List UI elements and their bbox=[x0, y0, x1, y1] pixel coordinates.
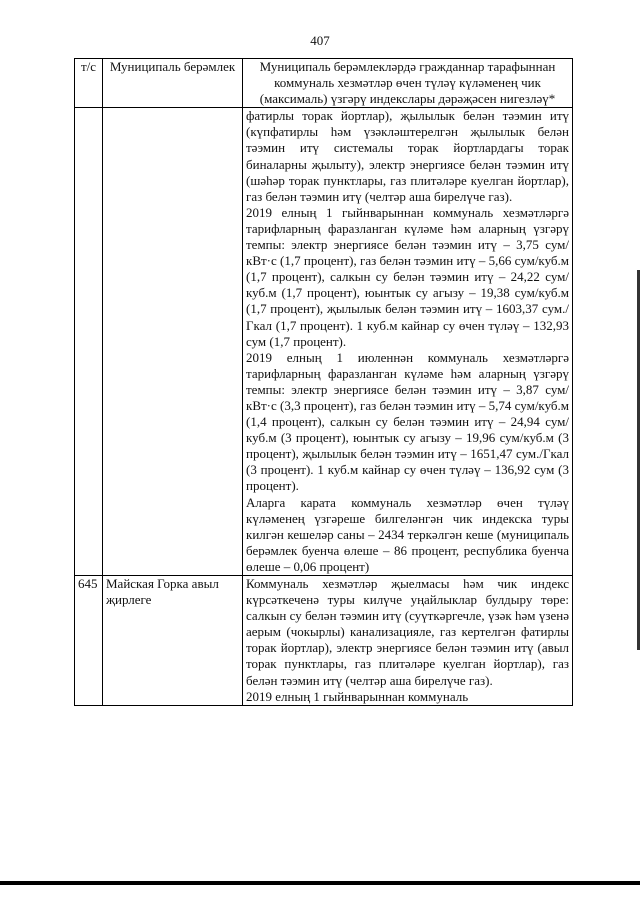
scan-bottom-border bbox=[0, 881, 640, 885]
header-municipality: Муниципаль берәмлек bbox=[103, 59, 243, 108]
cell-basis-continuation bbox=[243, 108, 573, 576]
basis-paragraph: фатирлы торак йортлар), җылылык белән тәэмин итү (күпфатирлы һәм үзәкләштерелгән җылылык белән тәэмин итү системалы торак йортлардагы торак биналарны җылыту), электр энергиясе белән тәэмин итү (шәһәр торак пунктлары, газ плитәләре куелган йортлар), газ белән тәэмин итү (челтәр аша бирелүче газ). bbox=[246, 108, 569, 204]
basis-paragraph: 2019 елның 1 гыйнварыннан коммуналь bbox=[246, 688, 469, 704]
cell-municipality: Майская Горка авыл җирлеге bbox=[103, 576, 243, 706]
basis-paragraph: Аларга карата коммуналь хезмәтләр өчен түләү күләменең үзгәреше билгеләнгән чик индекска туры килгән кешеләр саны – 2434 теркәлгән кеше (муниципаль берәмлек буенча өлеше – 86 процент, республика буенча өлеше – 0,06 процент) bbox=[246, 494, 569, 574]
header-num: т/с bbox=[75, 59, 103, 108]
basis-paragraph: 2019 елның 1 гыйнварыннан коммуналь хезмәтләргә тарифларның фаразланган күләме һәм аларның үзгәрү темпы: электр энергиясе белән тәэмин итү – 3,75 сум/кВт·с (1,7 процент), газ белән тәэмин итү – 5,66 сум/куб.м (1,7 процент), салкын су белән тәэмин итү – 24,22 сум/куб.м (1,7 процент), юынтык су агызу – 19,38 сум/куб.м (1,7 процент), җылылык белән тәэмин итү – 1603,37 сум./Гкал (1,7 процент). 1 куб.м кайнар су өчен түләү – 132,93 сум (1,7 процент). bbox=[246, 204, 569, 349]
tariff-index-table bbox=[74, 58, 573, 706]
cell-basis bbox=[243, 576, 573, 706]
basis-paragraph: 2019 елның 1 июленнән коммуналь хезмәтләргә тарифларның фаразланган күләме һәм аларның үзгәрү темпы: электр энергиясе белән тәэмин итү – 3,87 сум/кВт·с (3,3 процент), газ белән тәэмин итү – 5,74 сум/куб.м (1,4 процент), салкын су белән тәэмин итү – 24,94 сум/куб.м (3 процент), юынтык су агызу – 19,96 сум/куб.м (3 процент), җылылык белән тәэмин итү – 1651,47 сум./Гкал (3 процент). 1 куб.м кайнар су өчен түләү – 136,92 сум (3 процент). bbox=[246, 349, 569, 494]
cell-num: 645 bbox=[75, 576, 103, 706]
basis-paragraph: Коммуналь хезмәтләр җыелмасы һәм чик индекс күрсәткеченә туры килүче уңайлыклар булдыру төре: салкын су белән тәэмин итү (суүткәргечле, үзәк һәм үзенә аерым (чокырлы) канализацияле, газ кертелгән фатирлы торак йортлар), электр энергиясе белән тәэмин итү (авыл торак пунктлары, газ плитәләре куелган йортлар), газ белән тәэмин итү (челтәр аша бирелүче газ). bbox=[246, 576, 569, 688]
page-number: 407 bbox=[310, 33, 330, 48]
table-row-645 bbox=[75, 576, 573, 706]
header-basis: Муниципаль берәмлекләрдә гражданнар тарафыннан коммуналь хезмәтләр өчен түләү күләменең чик (максималь) үзгәрү индекслары дәрәҗәсен нигезләү* bbox=[243, 59, 573, 108]
cell-num-empty bbox=[75, 108, 103, 576]
table-row-continuation bbox=[75, 108, 573, 576]
table-header-row bbox=[75, 59, 573, 108]
cell-municipality-empty bbox=[103, 108, 243, 576]
